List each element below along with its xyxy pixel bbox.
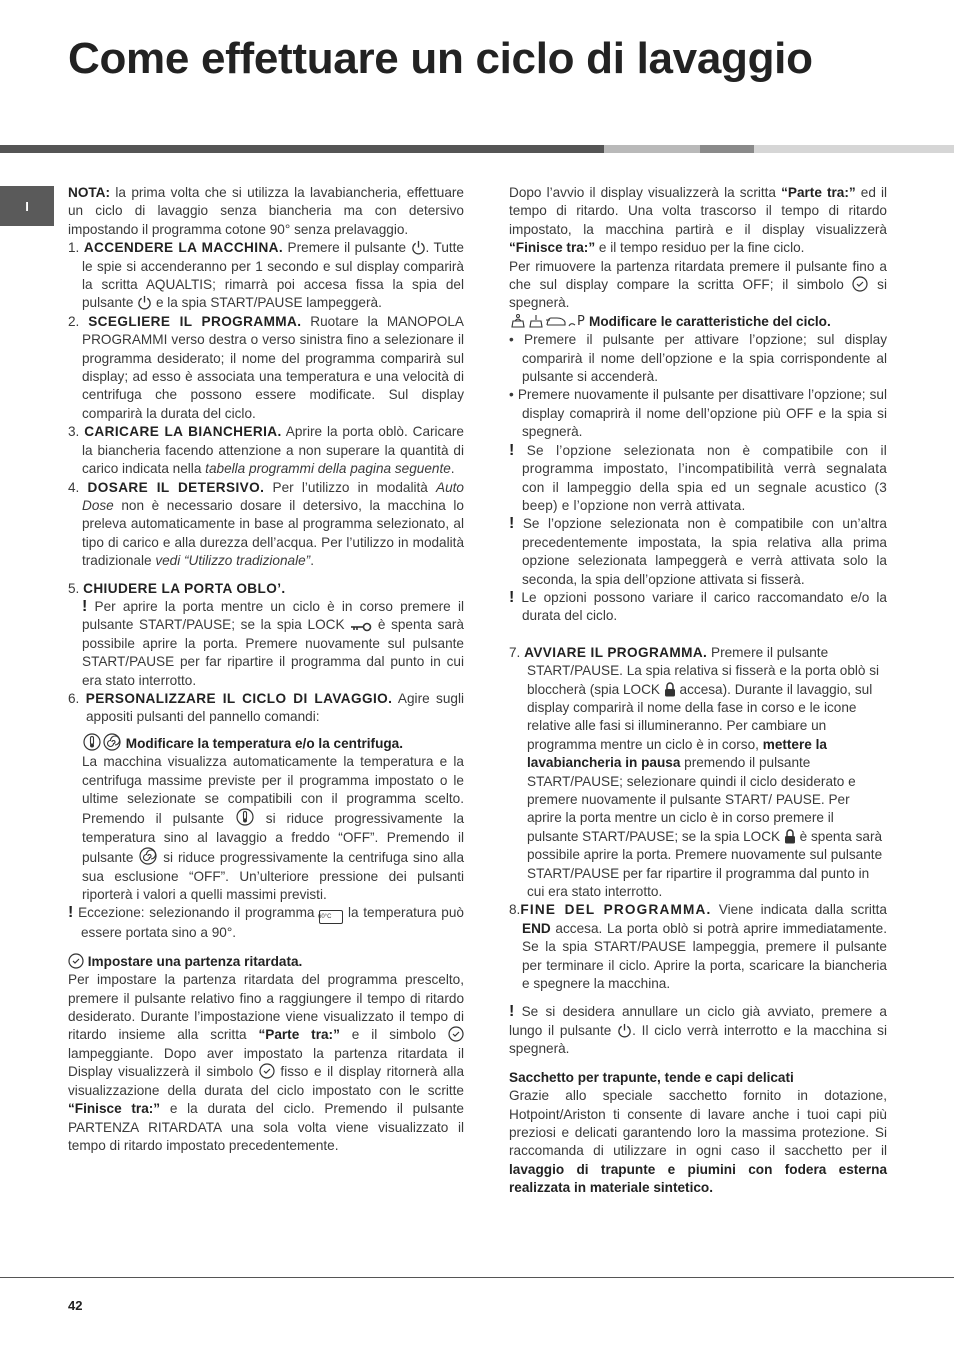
body-text: La macchina visualizza automaticamente la temperatura e la centrifuga massime previste per il programma impostato o le ultime selezionate se compatibili con il programma scelto. Premendo il pulsante — [82, 754, 464, 827]
delay-remove — [509, 258, 887, 313]
body-text: la temperatura può essere portata sino a 90°. — [81, 905, 464, 941]
options-heading-text: Modificare le caratteristiche del ciclo. — [589, 313, 831, 329]
header-rule-dark-2 — [700, 145, 754, 153]
body-text: lampeggiante. Dopo aver impostato la partenza ritardata il Display visualizzerà il simbolo — [68, 1045, 464, 1080]
exception-note — [68, 904, 464, 942]
step-text-em: tabella programmi della pagina seguente — [205, 461, 451, 477]
step-num: 4. — [68, 479, 88, 495]
body-text: Se l’opzione selezionata non è compatibile con il programma impostato, l’incompatibilità verrà segnalata con il lampeggio della spia ed un segnale acustico (3 beep) e l’opzione non verrà attivata. — [514, 442, 887, 513]
body-text: si spegnerà. — [509, 277, 888, 311]
step-title: CARICARE LA BIANCHERIA. — [84, 424, 282, 440]
language-tab: I — [0, 186, 54, 226]
end-label: END — [522, 920, 551, 936]
delay-clock-icon — [448, 1026, 464, 1042]
step-text: Ruotare la MANOPOLA PROGRAMMI verso destra o verso sinistra fino a selezionare il programma desiderato; il nome del programma comparirà sul display; ad esso è associata una temperatura e una velocità di centrifuga che possono essere modificate. Sul display comparirà la durata del ciclo. — [82, 313, 464, 421]
power-icon — [137, 295, 152, 310]
step-text: Premere il pulsante — [283, 240, 411, 256]
step-num: 5. — [68, 580, 84, 596]
step-text-bold: mettere la lavabiancheria in pausa — [527, 736, 827, 771]
body-bold: “Finisce tra:” — [509, 240, 596, 256]
options-heading — [509, 313, 887, 331]
step-1 — [68, 239, 464, 313]
step-num: 6. — [68, 690, 86, 706]
step-num: 3. — [68, 424, 85, 440]
lock-icon — [784, 829, 796, 844]
power-icon — [617, 1023, 632, 1038]
step-text: Premere il pulsante START/PAUSE. La spia relativa si fisserà e la porta oblò si bloccherà (spia LOCK — [527, 644, 880, 697]
step-text: Aprire la porta oblò. Caricare la biancheria facendo attenzione a non superare la quantità di carico indicata nella — [82, 424, 464, 477]
body-text: ed il tempo di ritardo. Una volta trascorso il tempo di ritardo impostato, la macchina partirà e il display visualizzerà — [509, 185, 888, 237]
program-60-icon — [319, 910, 343, 924]
step-title: ACCENDERE LA MACCHINA. — [83, 240, 284, 256]
step-num: 2. — [68, 313, 89, 329]
step-text: non è necessario dosare il detersivo, la macchina lo preleva automaticamente in base al programma selezionato, al tipo di carico e alla durezza dell’acqua. Per l’utilizzo in modalità tradizionale — [82, 497, 464, 569]
option-bullet-2: • Premere nuovamente il pulsante per disattivare l’opzione; sul display comaprirà il nome dell’opzione più OFF e la spia si spegnerà. — [509, 387, 887, 440]
header-rule-dark — [0, 145, 604, 153]
body-text: e la durata del ciclo. Premendo il pulsante PARTENZA RITARDATA una sola volta viene visualizzato il tempo di ritardo impostato precedentemente. — [68, 1101, 464, 1153]
step-5 — [68, 580, 464, 598]
program-p-icon — [567, 313, 589, 329]
body-text: Per impostare la partenza ritardata del programma prescelto, premere il pulsante relativo fino a raggiungere il tempo di ritardo desiderato. Durante l’impostazione viene visualizzato il tempo di ritardo insieme alla scritta — [68, 972, 464, 1043]
body-text: fisso e il display ritornerà alla visualizzazione della durata del ciclo impostato con le scritte — [68, 1064, 464, 1098]
spin-icon — [138, 847, 158, 865]
bag-heading — [509, 1069, 887, 1087]
step-text: . Tutte le spie si accenderanno per 1 secondo e sul display comparirà la scritta AQUALTIS; rimarrà poi accesa fissa la spia del pulsante — [82, 240, 464, 311]
body-bold: “Finisce tra:” — [68, 1101, 161, 1117]
body-text: Se l’opzione selezionata non è compatibile con un’altra precedentemente impostata, la spia relativa alla prima opzione selezionata lampeggerà e verrà attivata solo la seconda, la spia dell’opzione attivata si fisserà. — [514, 516, 887, 587]
program-60-icon-text: 60°C — [318, 914, 332, 921]
step-title: DOSARE IL DETERSIVO. — [87, 479, 265, 495]
option-warning-3 — [509, 589, 887, 626]
step-text-em: Auto Dose — [82, 479, 464, 513]
step-text: . — [450, 461, 455, 477]
thermometer-icon — [235, 808, 255, 826]
note-label: NOTA: — [68, 185, 111, 200]
step-title: CHIUDERE LA PORTA OBLO’. — [83, 580, 286, 596]
header-rule-light — [754, 145, 954, 153]
spin-icon — [102, 733, 122, 751]
warning-mark: ! — [68, 904, 74, 922]
step-7 — [509, 644, 887, 902]
page-title: Come effettuare un ciclo di lavaggio — [68, 34, 813, 83]
note-paragraph — [68, 184, 464, 239]
warning-mark: ! — [509, 441, 515, 459]
warning-mark: ! — [82, 597, 88, 615]
right-column — [509, 184, 887, 1198]
note-text: la prima volta che si utilizza la lavabiancheria, effettuare un ciclo di lavaggio senza biancheria ma con detersivo impostando il programma cotone 90° senza prelavaggio. — [68, 185, 464, 237]
step-text: Agire sugli appositi pulsanti del pannello comandi: — [86, 690, 464, 725]
lock-icon — [664, 682, 676, 697]
cancel-note — [509, 1003, 887, 1058]
delay-heading — [68, 953, 464, 971]
step-title: AVVIARE IL PROGRAMMA. — [524, 644, 708, 660]
step-num: 7. — [509, 644, 525, 660]
step-text: e la spia START/PAUSE lampeggerà. — [152, 295, 382, 311]
easy-iron-option-icon — [545, 313, 567, 329]
stain-option-icon — [509, 313, 527, 329]
step-text: accesa. La porta oblò si potrà aprire immediatamente. Se la spia START/PAUSE lampeggia, premere il pulsante per terminare il ciclo. Aprire la porta, scaricare la biancheria e spegnere la macchina. — [522, 920, 887, 992]
thermometer-icon — [82, 733, 102, 751]
bag-body — [509, 1087, 887, 1197]
step-text-em: vedi “Utilizzo tradizionale” — [155, 553, 311, 569]
step-num: 1. — [68, 240, 84, 256]
step-title: SCEGLIERE IL PROGRAMMA. — [88, 313, 302, 329]
step-text: Viene indicata dalla scritta — [711, 902, 887, 918]
step-text: premendo il pulsante START/PAUSE; selezionare quindi il ciclo desiderato e premere nuovamente il pulsante START/ PAUSE. Per aprire la porta mentre un ciclo è in corso premere il pulsante START/PAUSE; se la spia LOCK — [527, 755, 856, 844]
option-bullet-1: • Premere il pulsante per attivare l’opzione; sul display comparirà il nome dell’opzione e la spia corrispondente al pulsante si accenderà. — [509, 332, 887, 385]
step-text: accesa). Durante il lavaggio, sul display comparirà il nome della fase in corso e le icone relative alle fasi si illumineranno. Per cambiare un programma mentre un ciclo è in corso, — [527, 681, 873, 752]
temp-spin-heading-text: Modificare la temperatura e/o la centrifuga. — [125, 735, 404, 751]
body-bold: “Parte tra:” — [258, 1027, 340, 1043]
step-num: 8. — [509, 902, 521, 918]
body-text: Dopo l’avvio il display visualizzerà la scritta — [509, 185, 782, 200]
option-warning-2 — [509, 515, 887, 589]
power-icon — [411, 240, 426, 255]
body-text: Le opzioni possono variare il carico raccomandato e/o la durata del ciclo. — [514, 589, 887, 624]
body-bold: “Parte tra:” — [781, 185, 856, 200]
delay-clock-icon — [68, 953, 84, 969]
step-3 — [68, 423, 464, 478]
delay-clock-icon — [852, 276, 868, 292]
left-column — [68, 184, 464, 1155]
delay-body — [68, 971, 464, 1155]
body-text: si riduce progressivamente la temperatura sino al lavaggio a freddo “OFF”. Premendo il pulsante — [82, 811, 465, 866]
header-rule-mid — [604, 145, 700, 153]
body-text: si riduce progressivamente la centrifuga sino alla sua esclusione “OFF”. Un’ulteriore pressione dei pulsanti riporterà i valori a quelli massimi previsti. — [82, 850, 464, 903]
step-text: . — [310, 553, 314, 569]
step-text: è spenta sarà possibile aprire la porta. Premere nuovamente sul pulsante START/PAUSE per far ripartire il programma dal punto in cui era stato interrotto. — [82, 617, 464, 688]
warning-mark: ! — [509, 515, 515, 533]
step-text: Per aprire la porta mentre un ciclo è in corso premere il pulsante START/PAUSE; se la spia LOCK — [82, 598, 464, 633]
step-title: PERSONALIZZARE IL CICLO DI LAVAGGIO. — [85, 690, 393, 706]
step-6 — [68, 690, 464, 727]
body-text: Se si desidera annullare un ciclo già avviato, premere a lungo il pulsante — [509, 1004, 887, 1038]
delay-clock-icon — [259, 1063, 275, 1079]
warning-mark: ! — [509, 588, 515, 606]
step-title: FINE DEL PROGRAMMA. — [520, 902, 712, 918]
body-text: Eccezione: selezionando il programma — [73, 905, 320, 921]
footer-rule — [0, 1277, 954, 1278]
lock-key-icon — [350, 622, 372, 632]
body-text: Grazie allo speciale sacchetto fornito in dotazione, Hotpoint/Ariston ti consente di lavare anche i tuoi capi più preziosi e delicati garantendo loro la massima protezione. Si raccomanda di utilizzare in ogni caso il sacchetto per il — [509, 1088, 887, 1159]
body-text: Per rimuovere la partenza ritardata premere il pulsante fino a che sul display compare la scritta OFF; il simbolo — [509, 258, 887, 293]
page-number: 42 — [68, 1298, 83, 1313]
step-5-body — [68, 598, 464, 690]
svg-text:P: P — [577, 313, 585, 329]
bag-heading-text: Sacchetto per trapunte, tende e capi delicati — [509, 1069, 794, 1085]
temp-spin-body — [68, 753, 464, 904]
body-bold: lavaggio di trapunte e piumini con fodera esterna realizzata in materiale sintetico. — [509, 1161, 887, 1196]
body-text: e il simbolo — [339, 1027, 448, 1043]
body-text: . Il ciclo verrà interrotto e la macchina si spegnerà. — [509, 1022, 887, 1057]
step-text: Per l’utilizzo in modalità — [264, 479, 437, 495]
body-text: e il tempo residuo per la fine ciclo. — [595, 240, 805, 256]
step-2 — [68, 313, 464, 423]
prewash-option-icon — [527, 313, 545, 329]
delay-heading-text: Impostare una partenza ritardata. — [87, 953, 303, 969]
option-warning-1 — [509, 442, 887, 516]
step-text: è spenta sarà possibile aprire la porta. Premere nuovamente sul pulsante START/PAUSE per far ripartire il programma dal punto in cui era stato interrotto. — [527, 828, 883, 900]
step-8 — [509, 901, 887, 993]
step-4 — [68, 479, 464, 571]
temp-spin-heading — [68, 733, 464, 753]
warning-mark: ! — [509, 1003, 515, 1021]
delay-continued — [509, 184, 887, 258]
